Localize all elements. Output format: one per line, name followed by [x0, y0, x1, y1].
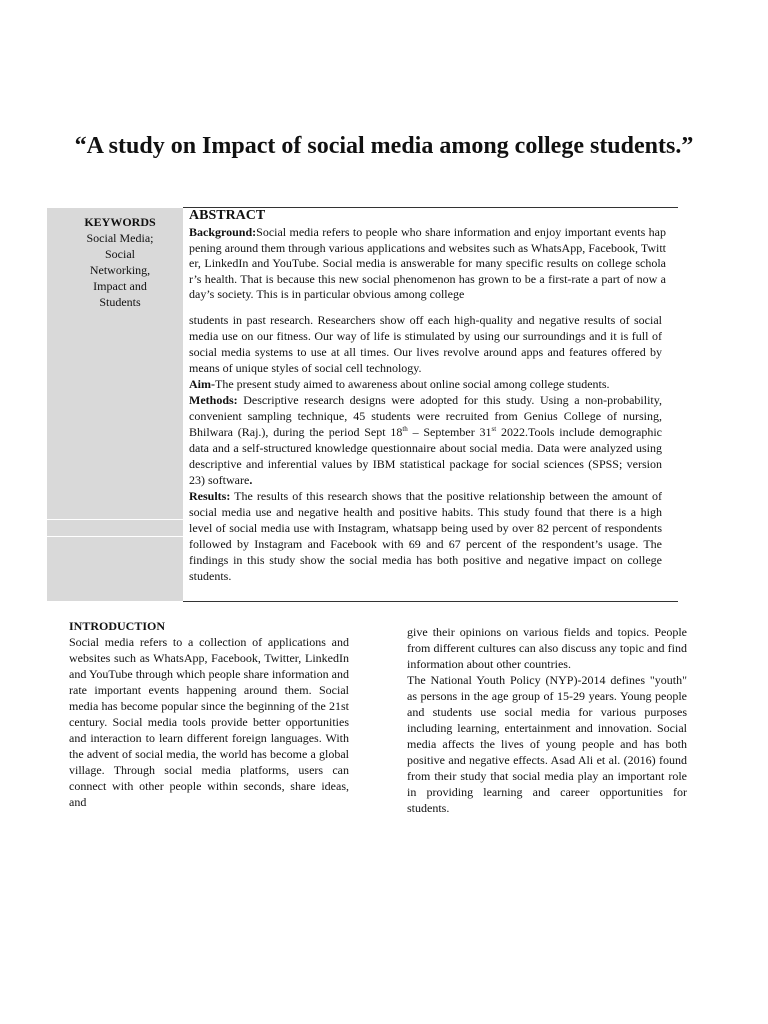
ordinal-suffix: st: [491, 425, 497, 433]
keyword-line: Social: [105, 247, 135, 261]
methods-paragraph: [189, 392, 662, 488]
methods-period: .: [249, 473, 253, 487]
abstract-body: [189, 312, 662, 584]
introduction-paragraph: The National Youth Policy (NYP)-2014 defines "youth" as persons in the age group of 15-29 years. Young people and students use social media for various purposes including learning, entertainment and innovation. Social media affects the lives of young people and has both positive and negative effects. Asad Ali et al. (2016) found from their study that social media play an important role in providing learning and career opportunities for students.: [407, 673, 687, 815]
methods-text: 2022.Tools include demographic data and a self-structured knowledge questionnaire about social media. Data were analyzed using descriptive and inferential values by IBM statistical package for social sciences (SPSS; version 23) software: [189, 425, 662, 487]
methods-text: – September 31: [407, 425, 492, 439]
keyword-line: Students: [99, 295, 141, 309]
keyword-line: Social Media;: [86, 231, 154, 245]
background-continued: students in past research. Researchers show off each high-quality and negative results of social media use on our fitness. Our way of life is stimulated by using our surroundings and it is full of social media systems to use at all times. Our lives revolve around apps and features offered by means of unique styles of social cell technology.: [189, 313, 662, 375]
aim-label: Aim-: [189, 377, 215, 391]
methods-label: Methods:: [189, 393, 238, 407]
aim-paragraph: [189, 376, 662, 392]
keyword-line: Impact and: [93, 279, 147, 293]
keywords-heading: KEYWORDS: [84, 215, 156, 229]
abstract-background: [189, 225, 666, 303]
introduction-paragraph: give their opinions on various fields and topics. People from different cultures can also discuss any topic and find information about other countries.: [407, 625, 687, 671]
keyword-line: Networking,: [89, 263, 151, 277]
results-paragraph: [189, 488, 662, 584]
introduction-right-column: [407, 624, 687, 816]
aim-text: The present study aimed to awareness about online social among college students.: [215, 377, 610, 391]
ordinal-suffix: th: [402, 425, 408, 433]
background-label: Background:: [189, 225, 257, 239]
abstract-heading: ABSTRACT: [189, 208, 266, 223]
abstract-bottom-rule: [183, 601, 678, 602]
panel-divider: [47, 536, 183, 537]
introduction-left-column: [69, 618, 349, 810]
results-text: The results of this research shows that the positive relationship between the amount of social media use and negative health and positive habits. This study found that there is a high level of social media use with Instagram, whatsapp being used by over 82 percent of respondents followed by Instagram and Facebook with 69 and 67 percent of the respondent’s usage. The findings in this study show the social media has both positive and negative impact on college students.: [189, 489, 662, 583]
introduction-paragraph: Social media refers to a collection of applications and websites such as WhatsApp, Facebook, Twitter, LinkedIn and YouTube through which people share information and rate important events happening around them. Social media has become popular since the beginning of the 21st century. Social media tools provide better opportunities and interaction to learn different foreign languages. With the advent of social media, the world has become a global village. Through social media platforms, users can connect with other people within seconds, share ideas, and: [69, 635, 349, 809]
paper-title: “A study on Impact of social media among college students.”: [74, 133, 694, 159]
introduction-heading: INTRODUCTION: [69, 619, 166, 633]
keywords-block: [52, 214, 188, 310]
methods-text: Descriptive research designs were adopted for this study. Using a non-probability, convenient sampling technique, 45 students were recruited from Genius College of nursing, Bhilwara (Raj.), during the period Sept 18: [189, 393, 662, 439]
background-text: Social media refers to people who share information and enjoy important events happening around them through various applications and websites such as WhatsApp, Facebook, Twitter, LinkedIn and YouTube. Social media is answerable for many specific results on college scholar’s health. That is because this new social phenomenon has grown to be a first-rate a part of now a day’s society. This is in particular obvious among college: [189, 225, 666, 302]
results-label: Results:: [189, 489, 231, 503]
panel-divider: [47, 519, 183, 520]
